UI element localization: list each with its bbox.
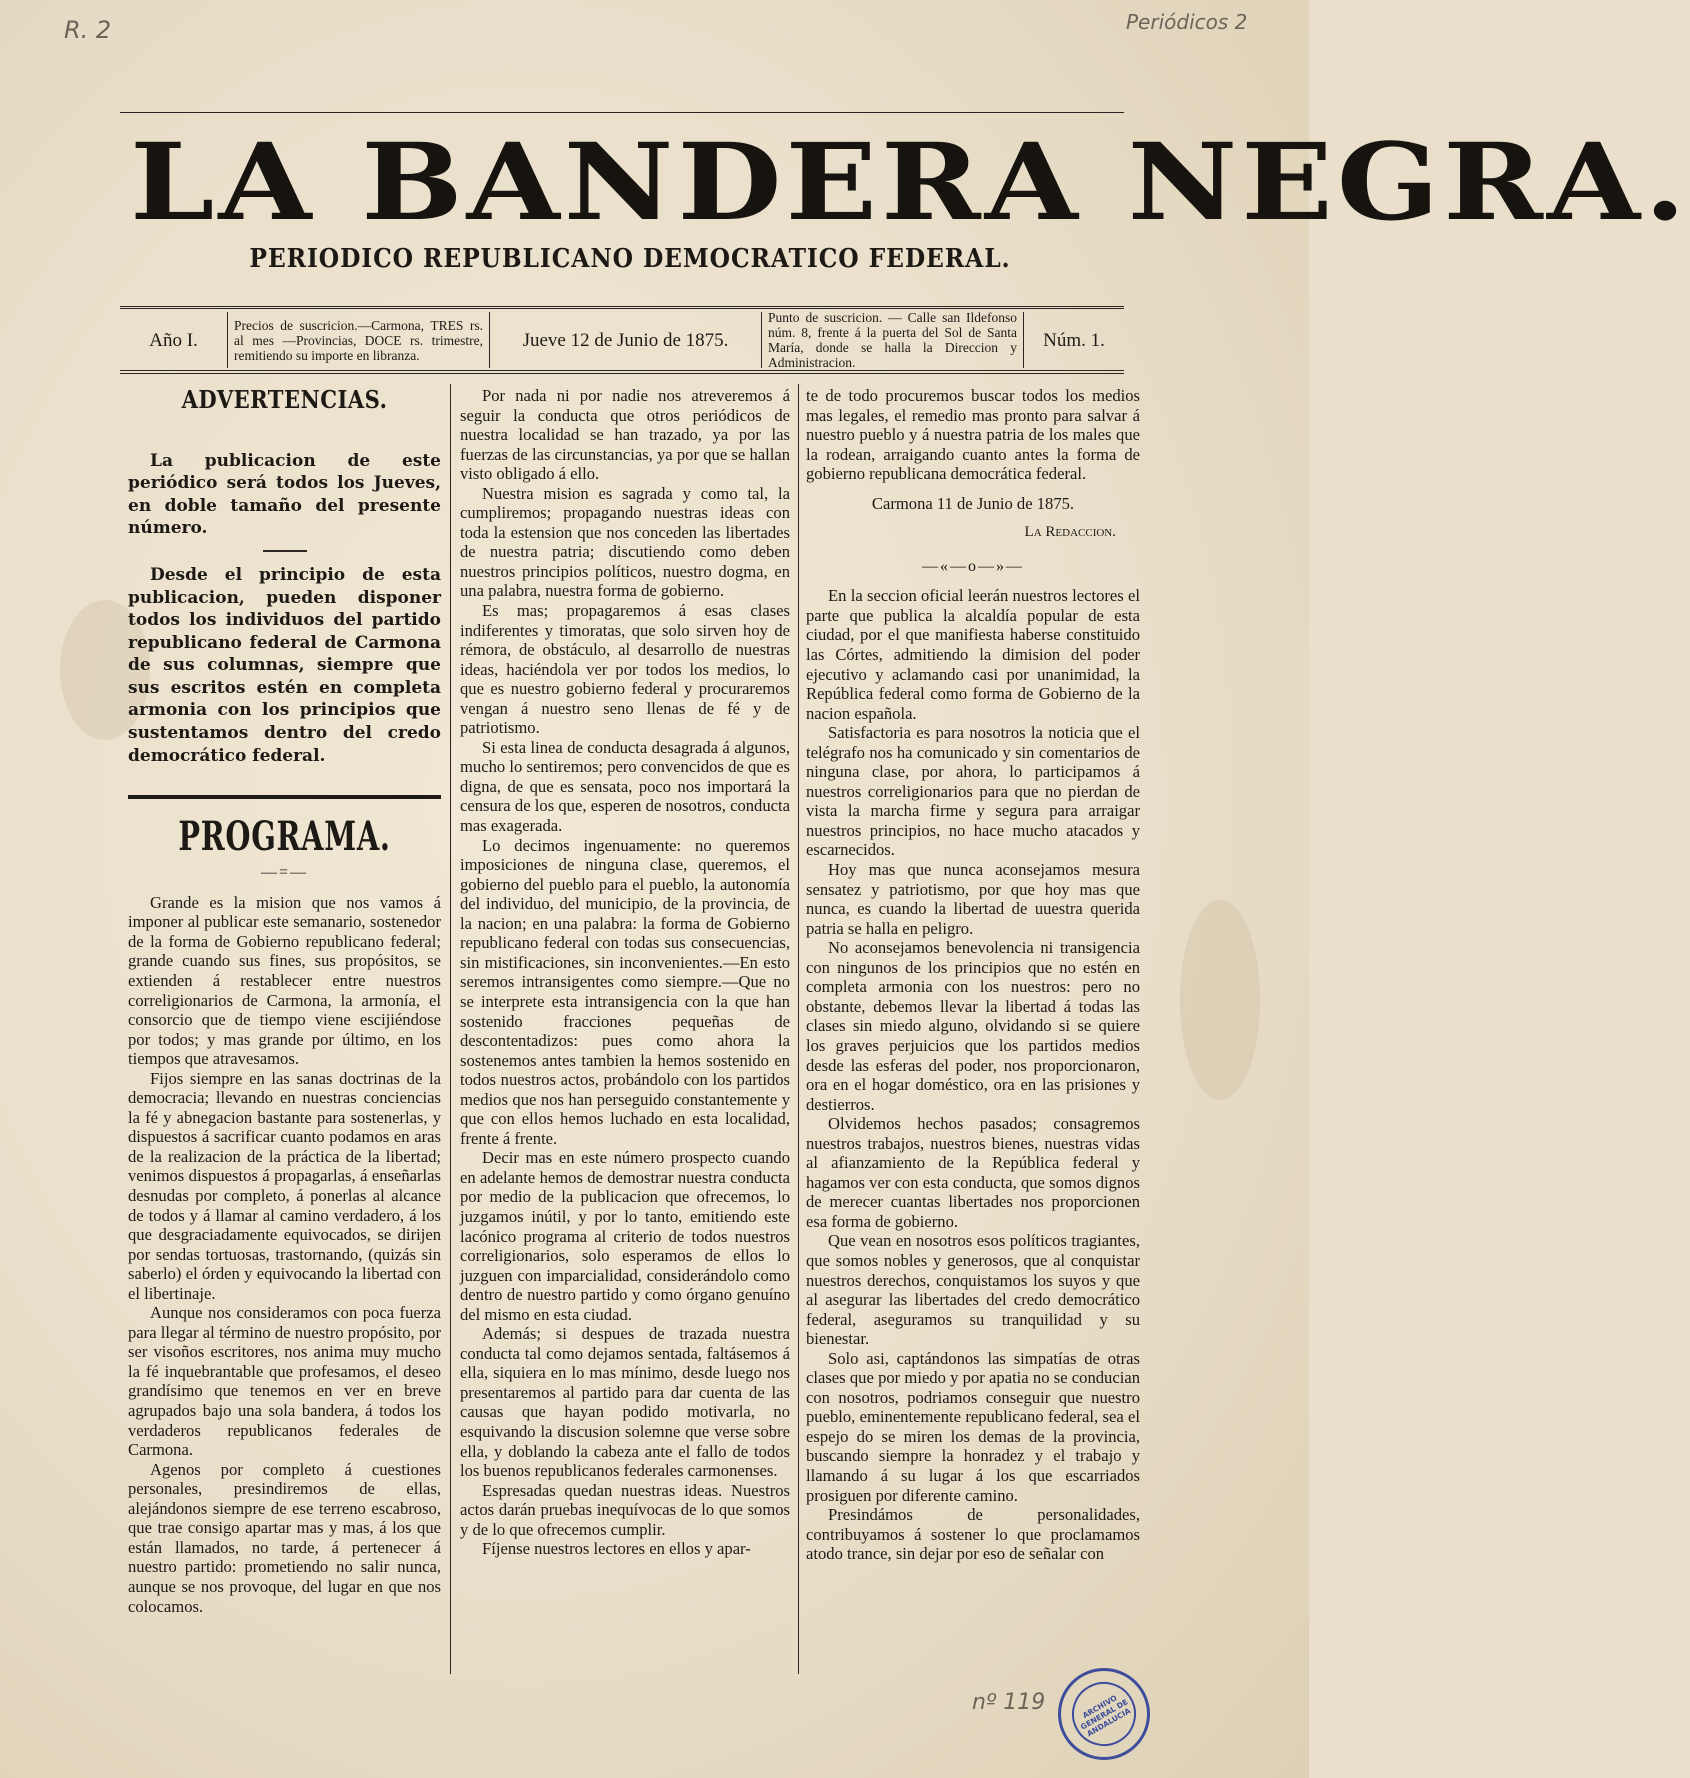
subscription-prices: Precios de suscricion.—Carmona, TRES rs. al mes —Provincias, DOCE rs. trimestre, remitiendo su importe en libranza.	[228, 312, 490, 368]
notice-paragraph: La publicacion de este periódico será todos los Jueves, en doble tamaño del presente número.	[128, 450, 441, 539]
article-paragraph: Presindámos de personalidades, contribuyamos á sostener lo que proclamamos atodo trance, sin dejar por eso de señalar con	[806, 1505, 1140, 1564]
article-paragraph: Además; si despues de trazada nuestra conducta tal como dejamos sentada, faltásemos á ella, siquiera en lo mas mínimo, desde luego nos presentaremos al partido para dar cuenta de las causas que hayan podido motivarla, no esquivando la discusion solemne que verse sobre ella, y doblando la cabeza ante el fallo de todos los buenos republicanos federales carmonenses.	[460, 1324, 790, 1481]
column-3	[806, 386, 1140, 1564]
infobar-bottom-rule	[120, 370, 1124, 374]
advertencias-notice	[128, 450, 441, 768]
programa-paragraph: Aunque nos consideramos con poca fuerza para llegar al término de nuestro propósito, por ser visoños escritores, nos anima muy mucho la fé inquebrantable que profesamos, el deseo grandísimo que tenemos en ver en breve agrupados bajo una sola bandera, á todos los verdaderos republicanos federales de Carmona.	[128, 1303, 441, 1460]
article-paragraph: Que vean en nosotros esos políticos tragiantes, que somos nobles y generosos, que al conquistar nuestros derechos, conquistamos los suyos y que al asegurar las libertades del credo democrático federal, aseguramos su tranquilidad y su bienestar.	[806, 1231, 1140, 1349]
newspaper-title: LA BANDERA NEGRA.	[130, 120, 1690, 245]
article-paragraph: Espresadas quedan nuestras ideas. Nuestros actos darán pruebas inequívocas de lo que somos y de lo que ofrecemos cumplir.	[460, 1480, 790, 1539]
article-paragraph: Hoy mas que nunca aconsejamos mesura sensatez y patriotismo, por que hoy mas que nunca, es cuando la libertad de uuestra querida patria se halla en peligro.	[806, 860, 1140, 938]
article-paragraph: Lo decimos ingenuamente: no queremos imposiciones de ninguna clase, queremos, el gobierno del pueblo para el pueblo, la autonomía del individuo, del municipio, de la provincia, de la nacion; en una palabra: la forma de Gobierno republicano federal con todas sus consecuencias, sin mistificaciones, sin inconvenientes.—En esto seremos intransigentes como siempre.—Que no se interprete esta intransigencia con la que han sostenido fracciones pequeñas de descontentadizos: pues como ahora la sostenemos antes tambien la hemos sostenido en todos nuestros actos, probándolo con los partidos medios que nos han perseguido constantemente y que con ellos hemos luchado en esta localidad, frente á frente.	[460, 835, 790, 1148]
notice-paragraph: Desde el principio de esta publicacion, pueden disponer todos los individuos del partido republicano federal de Carmona de sus columnas, siempre que sus escritos estén en completa armonia con los principios que sustentamos dentro del credo democrático federal.	[128, 564, 441, 766]
notice-divider	[263, 550, 307, 552]
issue-info-bar	[120, 312, 1124, 368]
subscription-point: Punto de suscricion. — Calle san Ildefonso núm. 8, frente á la puerta del Sol de Santa María, donde se halla la Direccion y Administracion.	[762, 312, 1024, 368]
archive-mark-bottom: nº 119	[972, 1690, 1046, 1715]
infobar-top-rule	[120, 306, 1124, 309]
advertencias-heading: ADVERTENCIAS.	[181, 385, 388, 414]
column-1	[128, 386, 441, 1616]
programa-paragraph: Grande es la mision que nos vamos á imponer al publicar este semanario, sostenedor de la forma de Gobierno republicano federal; grande cuando sus fines, sus propósitos, se extienden á restablecer entre nuestros correligionarios de Carmona, la armonía, el consorcio que de tiempo viene escijiéndose por todos; y mas grande por último, en los tiempos que atravesamos.	[128, 892, 441, 1069]
programa-paragraph: Fijos siempre en las sanas doctrinas de la democracia; llevando en nuestras conciencias la fé y abnegacion bastante para sostenerlas, y dispuestos á sacrificar cuanto podamos en aras de la realizacion de la práctica de la libertad; venimos dispuestos á propagarlas, á enseñarlas desnudas por completo, á ponerlas al alcance de todos y á llamar al camino verdadero, á los que desgraciadamente equivocados, se dirijen por sendas tortuosas, trastornando, (quizás sin saberlo) el órden y equivocando la libertad con el libertinaje.	[128, 1068, 441, 1303]
archive-stamp-text: ARCHIVO GENERAL DE ANDALUCIA	[1060, 1670, 1147, 1757]
article-paragraph: Si esta linea de conducta desagrada á algunos, mucho lo sentiremos; pero convencidos de que es digna, de que es sensata, poco nos importará la censura de los que, esperen de nosotros, conducta mas exagerada.	[460, 737, 790, 836]
article-paragraph: Decir mas en este número prospecto cuando en adelante hemos de demostrar nuestra conducta por medio de la publicacion que ofrecemos, lo juzgamos inútil, y por lo tanto, emitiendo este lacónico programa al criterio de todos nuestros correligionarios, solo esperamos de ellos lo juzguen con imparcialidad, considerándolo como dentro de nuestro partido y como órgano genuíno del mismo en esta ciudad.	[460, 1148, 790, 1324]
article-paragraph: Solo asi, captándonos las simpatías de otras clases que por miedo y por apatia no se conducian con nosotros, podriamos conseguir que nuestro pueblo, eminentemente republicano federal, sea el espejo do se miren los demas de la provincia, buscando siempre la honradez y el trabajo y llamando á su lugar á los que escarriados prosiguen por diferente camino.	[806, 1348, 1140, 1505]
masthead	[130, 120, 1690, 274]
issue-number: Núm. 1.	[1043, 329, 1105, 351]
programa-heading: PROGRAMA.	[178, 813, 391, 861]
signature: La Redaccion.	[1024, 524, 1116, 541]
programa-ornament: —=—	[260, 864, 309, 882]
column-divider	[798, 384, 799, 1674]
article-paragraph: Nuestra mision es sagrada y como tal, la cumpliremos; propagando nuestras ideas con toda la estension que nos conceden las libertades de nuestra patria; discutiendo como deben nuestros principios políticos, nuestro dogma, en una palabra, nuestra forma de gobierno.	[460, 483, 790, 601]
section-ornament: —«—o—»—	[922, 557, 1024, 575]
section-rule	[128, 795, 441, 799]
archive-mark-top-right: Periódicos 2	[1126, 10, 1248, 34]
programa-paragraph: Agenos por completo á cuestiones personales, presindiremos de ellas, alejándonos siempre de ese terreno escabroso, que trae consigo apartar mas y mas, á los que están llamados, no tarde, á pertenecer á nuestro partido: prometiendo no salir nunca, aunque se nos provoque, del lugar en que nos colocamos.	[128, 1459, 441, 1616]
issue-date: Jueve 12 de Junio de 1875.	[490, 312, 762, 368]
dateline: Carmona 11 de Junio de 1875.	[871, 493, 1075, 513]
article-paragraph: En la seccion oficial leerán nuestros lectores el parte que publica la alcaldía popular de esta ciudad, por el que manifiesta haberse constituido las Córtes, admitiendo la dimision del poder ejecutivo y aclamando casi por unanimidad, la República federal como forma de Gobierno de la nacion española.	[806, 586, 1140, 723]
article-paragraph: Por nada ni por nadie nos atreveremos á seguir la conducta que otros periódicos de nuestra localidad se han trazado, ya por las fuerzas de las circunstancias, ya por que se hallan visto obligado á ello.	[460, 386, 790, 484]
article-paragraph: Satisfactoria es para nosotros la noticia que el telégrafo nos ha comunicado y sin comentarios de ninguna clase, por ahora, lo participamos á nuestros correligionarios para que no pierdan de vista la marcha firme y segura para arraigar nuestros principios, no hace mucho atacados y escarnecidos.	[806, 723, 1140, 860]
article-paragraph: Fíjense nuestros lectores en ellos y apar-	[482, 1539, 751, 1559]
archive-mark-top-left: R. 2	[64, 16, 112, 44]
top-rule	[120, 112, 1124, 113]
issue-year: Año I.	[120, 312, 228, 368]
archive-stamp	[1058, 1668, 1150, 1760]
article-paragraph: te de todo procuremos buscar todos los medios mas legales, el remedio mas pronto para salvar á nuestro pueblo y á nuestra patria de los males que la rodean, arraigando cuanto antes la forma de gobierno republicana democrática federal.	[806, 386, 1140, 484]
article-paragraph: No aconsejamos benevolencia ni transigencia con ningunos de los principios que no estén en completa armonia con los nuestros: pero no obstante, debemos llevar la libertad á todas las clases sin miedo alguno, olvidando si se quiere los graves perjuicios que los partidos medios desde las esferas del poder, nos proporcionaron, ora en el hogar doméstico, ora en las prisiones y destierros.	[806, 938, 1140, 1114]
column-2	[460, 386, 790, 1559]
column-divider	[450, 384, 451, 1674]
article-paragraph: Es mas; propagaremos á esas clases indiferentes y timoratas, que solo sirven hoy de rémora, de obstáculo, al desarrollo de nuestras ideas, haciéndola ver por todos los medios, lo que es nuestro gobierno federal y procuraremos vengan á nuestro seno llenas de fé y de patriotismo.	[460, 601, 790, 738]
article-paragraph: Olvidemos hechos pasados; consagremos nuestros trabajos, nuestros bienes, nuestras vidas al afianzamiento de la República federal y hagamos ver con esta conducta, que somos dignos de merecer cuantas libertades nos proporcionen esa forma de gobierno.	[806, 1114, 1140, 1231]
paper-stain	[1180, 900, 1260, 1100]
newspaper-subtitle: PERIODICO REPUBLICANO DEMOCRATICO FEDERAL.	[249, 244, 1011, 274]
